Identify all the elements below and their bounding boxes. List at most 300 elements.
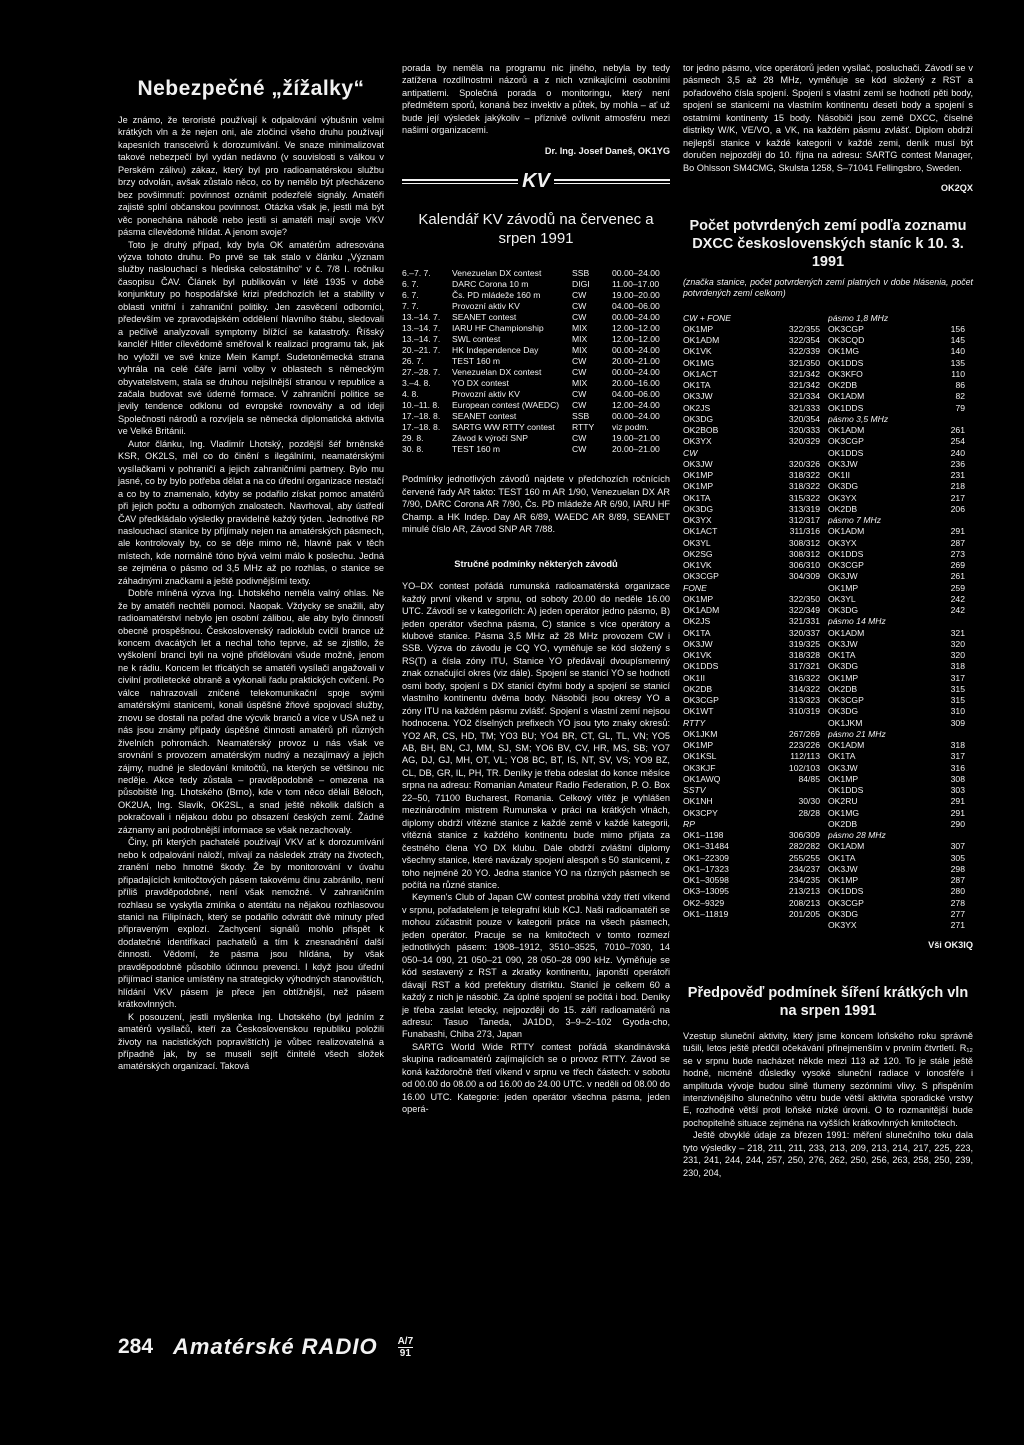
table-row: [402, 268, 670, 279]
event-name: IARU HF Championship: [452, 322, 544, 333]
country-count: 242: [950, 605, 965, 616]
table-row: [402, 323, 670, 334]
station-call: OK2RU: [828, 796, 858, 807]
country-count: 156: [950, 323, 965, 334]
station-call: OK3CGP: [828, 560, 864, 571]
table-row: [402, 367, 670, 378]
dxcc-category-header: FONE: [683, 582, 707, 593]
station-call: OK1TA: [828, 751, 856, 762]
event-time: 11.00–17.00: [612, 278, 660, 289]
country-count: 206: [950, 503, 965, 514]
station-call: OK1JKM: [683, 728, 718, 739]
paragraph: K posouzení, jestli myšlenka Ing. Lhotského (byl jedním z amatérů vysílačů, kteří za Československou republiku položili životy na nacistických popravištích) je vůbec realizovatelná a případně jak, by se museli sejít činitelé všech složek amatérských organizací. Taková: [118, 1011, 384, 1072]
country-count: 261: [950, 571, 965, 582]
station-call: OK3CGP: [828, 323, 864, 334]
station-call: OK3CGP: [828, 695, 864, 706]
country-count: 254: [950, 436, 965, 447]
country-count: 313/323: [788, 695, 820, 706]
station-call: OK1MP: [683, 481, 714, 492]
dxcc-row: [828, 639, 973, 650]
event-date: 4. 8.: [402, 389, 419, 400]
event-mode: MIX: [572, 322, 588, 333]
dxcc-row: [828, 493, 973, 504]
event-date: 30. 8.: [402, 444, 424, 455]
dxcc-category-header: RTTY: [683, 717, 706, 728]
station-call: OK1MG: [683, 357, 715, 368]
dxcc-row: [828, 875, 973, 886]
dxcc-row: [683, 481, 828, 492]
author-signature: OK2QX: [940, 183, 973, 194]
station-call: OK1ADM: [828, 627, 865, 638]
event-time: 00.00–24.00: [612, 344, 660, 355]
dxcc-row: [683, 594, 828, 605]
dxcc-row: [828, 369, 973, 380]
paragraph: Toto je druhý případ, kdy byla OK amatérům adresována výzva tohoto druhu. Po prvé se tak stalo v článku „Význam služby naslouchací s hlediska celostátního“ v č. 7/8 I. ročníku časopisu ČAV. Článek byl publikován v létě 1935 v době konjunktury po hospodářské krizi předchozích let a stability v oblasti vnitřní i zahraniční politiky. Jen zasvěcení odborníci, především ve zpravodajském oddělení hlavního štábu, sledovali a pečlivě analyzovali symptomy blížící se katastrofy. Říšský kancléř Hitler cílevědomě směřoval k realizaci programu tak, jak ho vyložil ve své knize Mein Kampf. Sudetoněmecká strana vyhrála na celé čáře jarní volby v oblastech s německým obyvatelstvem, stala se druhou nejsilnější stranou v republice a začala budovat své úderné formace. V zahraniční politice se jevily tendence odklonu od evropské rovnováhy a od ideji Společnosti národů a rozvíjela se německá diplomatická aktivita ve Velké Británii.: [118, 239, 384, 437]
station-call: OK2DB: [828, 503, 858, 514]
event-mode: CW: [572, 400, 587, 411]
country-count: 255/255: [788, 852, 820, 863]
event-time: 12.00–24.00: [612, 400, 660, 411]
issue-bottom: 91: [399, 1347, 411, 1359]
event-mode: MIX: [572, 378, 588, 389]
event-mode: SSB: [572, 267, 590, 278]
country-count: 298: [950, 863, 965, 874]
station-call: OK3CQD: [828, 335, 865, 346]
paragraph: Keymen's Club of Japan CW contest probíhá vždy třetí víkend v srpnu, pořadatelem je telegrafní klub KCJ. Naši radioamatéři se mohou zúčastnit pouze v kategorii práce na všech pásmech, jeden operátor. Pracuje se na kmitočtech v tomto rozmezí jednotlivých pásem: 1908–1912, 3510–3525, 7010–7030, 14 050–14 090, 21 050–21 090, 28 050–28 090 kHz. Vyměňuje se kód sestavený z RST a zkratky kontinentu, japonští operátoři dávají RST a kód prefektury distriktu. Stanicí je celkem 60 a každý z nich je násobič. Za úplné spojení se počítá i bod. Deníky je třeba zaslat letecky, nejpozději do 15. září radioamatérů na adresu: Tasuo Taneda, JA1DD, 3–9–2–102 Gyoda-cho, Funabashi, Chiba 273, Japan: [402, 892, 670, 1040]
dxcc-right-column: [828, 313, 973, 932]
station-call: OK1ADM: [828, 391, 865, 402]
station-call: OK1–31484: [683, 841, 729, 852]
country-count: 319/325: [788, 638, 820, 649]
event-date: 10.–11. 8.: [402, 400, 440, 411]
country-count: 223/226: [788, 740, 820, 751]
event-time: 00.00–24.00: [612, 367, 660, 378]
event-time: 04.00–06.00: [612, 300, 660, 311]
event-name: YO DX contest: [452, 378, 509, 389]
event-name: SEANET contest: [452, 411, 517, 422]
country-count: 240: [950, 447, 965, 458]
country-count: 320: [950, 638, 965, 649]
country-count: 28/28: [798, 807, 820, 818]
station-call: OK1MP: [683, 323, 714, 334]
article-body: [118, 114, 384, 1073]
station-call: OK1DDS: [828, 357, 864, 368]
event-name: Venezuelan DX contest: [452, 267, 542, 278]
dxcc-row: [828, 796, 973, 807]
dxcc-row: [828, 661, 973, 672]
station-call: OK3JW: [828, 458, 858, 469]
station-call: OK3DG: [683, 413, 714, 424]
country-count: 218: [950, 481, 965, 492]
event-date: 17.–18. 8.: [402, 422, 441, 433]
station-call: OK3YX: [828, 920, 857, 931]
event-time: 04.00–06.00: [612, 389, 660, 400]
table-row: [402, 411, 670, 422]
dxcc-row: [683, 549, 828, 560]
issue-top: A/7: [397, 1335, 414, 1347]
station-call: OK1–30598: [683, 875, 729, 886]
event-mode: CW: [572, 356, 587, 366]
dxcc-category-header: pásmo 21 MHz: [828, 728, 886, 739]
dxcc-row: [683, 909, 828, 920]
country-count: 86: [955, 380, 965, 391]
station-call: OK3CGP: [683, 571, 719, 582]
paragraph: porada by neměla na programu nic jiného, nebyla by tedy zatížena rozdílnostmi názorů a z nich vznikajícími osobními antipatiemi. Společná porada o monitoringu, který není předmětem sporů, konaná bez invektiv a půtek, by mohla – ať už bude její výsledek jakýkoliv – příznivě ovlivnit atmosféru mezi našimi organizacemi.: [402, 63, 670, 136]
dxcc-row: [828, 920, 973, 931]
dxcc-row: [828, 346, 973, 357]
dxcc-row: [683, 661, 828, 672]
event-name: TEST 160 m: [452, 444, 501, 455]
country-count: 271: [950, 920, 965, 931]
dxcc-row: [683, 358, 828, 369]
country-count: 322/349: [788, 605, 820, 616]
dxcc-row: [828, 684, 973, 695]
author-signature: Dr. Ing. Josef Daneš, OK1YG: [544, 145, 670, 156]
table-row: [402, 334, 670, 345]
issue-number: [398, 1336, 414, 1359]
station-call: OK1MP: [683, 593, 714, 604]
station-call: OK1TA: [683, 380, 711, 391]
station-call: OK2BOB: [683, 425, 719, 436]
event-date: 6.–7. 7.: [402, 267, 431, 278]
country-count: 322/350: [788, 593, 820, 604]
country-count: 322/355: [788, 323, 820, 334]
event-mode: MIX: [572, 344, 588, 355]
event-mode: CW: [572, 300, 587, 311]
country-count: 315/322: [788, 492, 820, 503]
event-mode: RTTY: [572, 422, 595, 433]
event-name: SWL contest: [452, 333, 501, 344]
dxcc-row: [683, 470, 828, 481]
dxcc-row: [828, 436, 973, 447]
station-call: OK3CGP: [828, 436, 864, 447]
event-date: 13.–14. 7.: [402, 333, 441, 344]
table-row: [402, 356, 670, 367]
dxcc-row: [683, 425, 828, 436]
station-call: OK1NH: [683, 796, 713, 807]
dxcc-category-header: RP: [683, 818, 695, 829]
dxcc-row: [828, 335, 973, 346]
dxcc-row: [683, 695, 828, 706]
station-call: OK2DB: [828, 380, 858, 391]
country-count: 316: [950, 762, 965, 773]
station-call: OK1MP: [683, 470, 714, 481]
station-call: OK1VK: [683, 560, 712, 571]
event-time: 20.00–21.00: [612, 444, 660, 455]
country-count: 320/326: [788, 458, 820, 469]
event-name: Provozní aktiv KV: [452, 389, 520, 400]
event-name: Provozní aktiv KV: [452, 300, 520, 311]
prediction-body: [683, 1030, 973, 1179]
dxcc-row: [683, 560, 828, 571]
event-date: 26. 7.: [402, 356, 424, 366]
dxcc-row: [828, 853, 973, 864]
station-call: OK1MP: [828, 672, 859, 683]
country-count: 267/269: [788, 728, 820, 739]
dxcc-row: [828, 391, 973, 402]
station-call: OK1DDS: [683, 661, 719, 672]
station-call: OK3YL: [828, 593, 856, 604]
country-count: 242: [950, 593, 965, 604]
event-mode: CW: [572, 433, 587, 444]
dxcc-row: [683, 639, 828, 650]
country-count: 269: [950, 560, 965, 571]
station-call: OK1ADM: [828, 425, 865, 436]
dxcc-row: [828, 819, 973, 830]
country-count: 259: [950, 582, 965, 593]
country-count: 30/30: [798, 796, 820, 807]
dxcc-row: [683, 853, 828, 864]
event-name: HK Independence Day: [452, 344, 539, 355]
dxcc-row: [683, 538, 828, 549]
event-name: SEANET contest: [452, 311, 517, 322]
station-call: OK1WT: [683, 706, 714, 717]
table-row: [402, 279, 670, 290]
dxcc-row: [683, 898, 828, 909]
dxcc-row: [683, 628, 828, 639]
dxcc-row: [683, 706, 828, 717]
dxcc-row: [683, 380, 828, 391]
dxcc-row: [828, 718, 973, 729]
dxcc-row: [828, 774, 973, 785]
station-call: OK3JW: [683, 638, 713, 649]
station-call: OK1–1198: [683, 830, 724, 841]
country-count: 315: [950, 683, 965, 694]
country-count: 291: [950, 526, 965, 537]
country-count: 231: [950, 470, 965, 481]
event-mode: CW: [572, 389, 587, 400]
station-call: OK3JW: [828, 863, 858, 874]
dxcc-row: [828, 886, 973, 897]
dxcc-row: [683, 774, 828, 785]
country-count: 234/235: [788, 875, 820, 886]
event-date: 6. 7.: [402, 289, 419, 300]
event-name: TEST 160 m: [452, 356, 501, 366]
station-call: OK1DDS: [828, 785, 864, 796]
dxcc-row: [828, 673, 973, 684]
event-mode: CW: [572, 289, 587, 300]
event-name: Venezuelan DX contest: [452, 367, 542, 378]
station-call: OK1TA: [828, 650, 856, 661]
country-count: 291: [950, 796, 965, 807]
dxcc-signature: Vši OK3IQ: [928, 940, 973, 951]
dxcc-row: [683, 403, 828, 414]
dxcc-row: [683, 436, 828, 447]
station-call: OK1ADM: [683, 605, 720, 616]
country-count: 318: [950, 661, 965, 672]
dxcc-category-header: SSTV: [683, 785, 706, 796]
station-call: OK1MP: [828, 773, 859, 784]
table-row: [402, 389, 670, 400]
station-call: OK1MG: [828, 346, 860, 357]
dxcc-row: [828, 628, 973, 639]
station-call: OK1–22309: [683, 852, 729, 863]
paragraph: Autor článku, Ing. Vladimír Lhotský, pozdější šéf brněnské KSR, OK2LS, měl co do činění s ilegálními, neamatérskými vysílačkami v pohraničí a jejich zahraničními partnery. Bylo mu jasné, co by bylo potřeba dělat a na co úřední organizace nestačí a co by to znamenalo, kdyby se podařilo získat pomoc amatérů při jejich počtu a odborných znalostech. Navrhoval, aby ústředí ČAV předkládalo výsledky pravidelně každý týden. Jednotlivé RP naslouchací stanice by přijímaly nejen na amatérských pásmech, ale kontrolovaly by, co se děje mimo ně, hlavně pak v těch místech, kde normálně tóno bývá velmi málo k poslechu. Jedná se zejména o pásmo od 3,5 MHz až po rozhlas, o stanice se záhadnými značkami a ještě podivnějšími texty.: [118, 438, 384, 586]
event-mode: CW: [572, 444, 587, 455]
paragraph: Je známo, že teroristé používají k odpalování výbušnin velmi krátkých vln a že nejen oni, ale zločinci všeho druhu používají kapesních transceivrů k dorozumívání. Ve snaze minimalizovat takové nebezpečí byl vydán nedávno (v souvislosti s válkou v Perském zálivu) zákaz, který byl pro radioamatérskou službu brzy odvolán, avšak zůstalo něco, co by nemělo být přecházeno bez povšimnutí: povinnost oznámit podezřelé signály. Amatéři zajisté splní občanskou povinnost. Otázka však je, jestli má být věc ponechána náhodě nebo jestli si amatéři mají svoje VKV pásma cílevědomě hlídat. A jenom svoje?: [118, 115, 384, 238]
event-date: 27.–28. 7.: [402, 367, 441, 378]
station-call: OK1TA: [683, 627, 711, 638]
country-count: 306/310: [788, 560, 820, 571]
station-call: OK1ADM: [828, 526, 865, 537]
country-count: 317: [950, 751, 965, 762]
country-count: 307: [950, 841, 965, 852]
country-count: 321/350: [788, 357, 820, 368]
dxcc-category-header: CW: [683, 447, 698, 458]
event-time: 20.00–16.00: [612, 378, 660, 389]
dxcc-row: [828, 538, 973, 549]
event-mode: CW: [572, 311, 587, 322]
country-count: 280: [950, 886, 965, 897]
station-call: OK1–17323: [683, 863, 729, 874]
country-count: 318/328: [788, 650, 820, 661]
dxcc-row: [683, 751, 828, 762]
dxcc-row: [828, 526, 973, 537]
column-right: [683, 62, 973, 1179]
country-count: 217: [950, 492, 965, 503]
paragraph: tor jedno pásmo, více operátorů jeden vysílač, posluchači. Závodí se v pásmech 3,5 až 28 MHz, vyměňuje se kód složený z RST a pořadového čísla spojení. Spojení s vlastní zemí se hodnotí pěti body, spojení se stanicemi na vlastním kontinentu deseti body a spojení s ostatními kontinenty 15 body. Násobiči jsou země DXCC, číselné distrikty W/K, VE/VO, a VK, na každém pásmu zvlášť. Diplom obdrží nejlepší stanice v každé kategorii v každé zemi, deník musí být doručen nejpozději do 10. října na adresu: SARTG contest Manager, Bo Ohlsson SM4CMG, Skulsta 1258, S–71041 Fellingsbro, Sweden.: [683, 63, 973, 173]
event-name: European contest (WAEDC): [452, 400, 560, 411]
country-count: 316/322: [788, 672, 820, 683]
dxcc-row: [828, 425, 973, 436]
country-count: 135: [950, 357, 965, 368]
dxcc-row: [828, 864, 973, 875]
station-call: OK2JS: [683, 402, 711, 413]
country-count: 305: [950, 852, 965, 863]
dxcc-row: [683, 729, 828, 740]
dxcc-title: Počet potvrdených zemí podľa zoznamu DXCC československých staníc k 10. 3. 1991: [689, 217, 967, 270]
country-count: 320/354: [788, 413, 820, 424]
dxcc-row: [683, 616, 828, 627]
station-call: OK1VK: [683, 650, 712, 661]
country-count: 318: [950, 740, 965, 751]
country-count: 236: [950, 458, 965, 469]
event-time: 12.00–12.00: [612, 322, 660, 333]
dxcc-row: [683, 324, 828, 335]
event-time: viz podm.: [612, 422, 649, 433]
dxcc-row: [683, 875, 828, 886]
event-date: 6. 7.: [402, 278, 419, 289]
dxcc-row: [683, 346, 828, 357]
dxcc-row: [683, 605, 828, 616]
country-count: 287: [950, 875, 965, 886]
station-call: OK3CGP: [828, 897, 864, 908]
dxcc-row: [683, 740, 828, 751]
country-count: 282/282: [788, 841, 820, 852]
country-count: 145: [950, 335, 965, 346]
dxcc-row: [683, 841, 828, 852]
conditions-title: Stručné podmínky některých závodů: [454, 557, 618, 569]
dxcc-row: [683, 391, 828, 402]
dxcc-row: [828, 695, 973, 706]
station-call: OK1ADM: [828, 841, 865, 852]
station-call: OK3DG: [828, 908, 859, 919]
station-call: OK1DDS: [828, 548, 864, 559]
banner-rule: [554, 179, 670, 184]
dxcc-row: [828, 358, 973, 369]
event-date: 29. 8.: [402, 433, 424, 444]
dxcc-row: [683, 763, 828, 774]
station-call: OK3KJF: [683, 762, 716, 773]
dxcc-row: [683, 369, 828, 380]
country-count: 278: [950, 897, 965, 908]
dxcc-row: [828, 740, 973, 751]
dxcc-row: [683, 830, 828, 841]
dxcc-row: [683, 886, 828, 897]
station-call: OK3JW: [828, 571, 858, 582]
country-count: 277: [950, 908, 965, 919]
country-count: 79: [955, 402, 965, 413]
paragraph: Dobře míněná výzva Ing. Lhotského neměla valný ohlas. Ne že by amatéři nechtěli pomoci. Naopak. Vždycky se snažili, aby radioamatérství nebylo jen osobní zálibou, ale aby bylo činností obecně prospěšnou. Československý radioklub cvičil brance už koncem dvacátých let a nechal toho teprve, až se zjistilo, že vyškolení branci byli na vojně přidělováni všude možně, jenom ne k rádiu. Koncem let třicátých se amatéři vysílači angažovali v civilní protiletecké obraně a vykonali řadu praktických cvičení. Po válce nahrazovali zničené telekomunikační spoje svými amatérskými stanicemi, konali úspěšné žňové spojovací služby, znovu se dostali na pořad dne výcvik branců a více v USA než u nás jsou známy případy úspěšné činnosti amatérů při různých živelních pohromách. Neamatérský provoz u nás však ve srovnání s provozem amatérským nudný a nezajímavý a jejich zájmy, nudné je sledování kmitočtů, na kterých se většinou nic neděje. Akce tedy zůstala – pravděpodobně – omezena na působiště Ing. Lhotského (Brno), kde v tom něco dělali Běloch, OK2UA, Ing. Slavík, OK2SL, a snad ještě několik dalších a pokračovali i nějakou dobu po obsazení českých zemí. Žádné záznamy ani podrobnější informace se však nezachovaly.: [118, 588, 384, 835]
country-count: 140: [950, 346, 965, 357]
dxcc-row: [828, 459, 973, 470]
country-count: 318/322: [788, 470, 820, 481]
station-call: OK3JW: [828, 638, 858, 649]
event-time: 20.00–21.00: [612, 356, 660, 366]
sartg-continuation: [683, 62, 973, 174]
table-row: [402, 378, 670, 389]
country-count: 308: [950, 773, 965, 784]
dxcc-row: [828, 785, 973, 796]
station-call: OK1II: [828, 470, 850, 481]
event-date: 17.–18. 8.: [402, 411, 441, 422]
country-count: 290: [950, 818, 965, 829]
table-row: [402, 290, 670, 301]
country-count: 102/103: [788, 762, 820, 773]
article-continuation: [402, 62, 670, 137]
station-call: OK1TA: [683, 492, 711, 503]
station-call: OK1–11819: [683, 908, 729, 919]
dxcc-row: [683, 335, 828, 346]
station-call: OK1ACT: [683, 526, 718, 537]
country-count: 261: [950, 425, 965, 436]
country-count: 311/316: [789, 526, 820, 537]
dxcc-row: [828, 403, 973, 414]
table-row: [402, 301, 670, 312]
station-call: OK3YX: [828, 492, 857, 503]
country-count: 315: [950, 695, 965, 706]
prediction-title: Předpověď podmínek šíření krátkých vln na srpen 1991: [687, 984, 969, 1019]
station-call: OK1KSL: [683, 751, 717, 762]
dxcc-category-header: pásmo 3,5 MHz: [828, 413, 889, 424]
calendar-title: Kalendář KV závodů na červenec a srpen 1991: [418, 210, 654, 247]
banner-rule: [402, 179, 518, 184]
event-mode: CW: [572, 367, 587, 378]
column-middle: [402, 62, 670, 1116]
country-count: 234/237: [788, 863, 820, 874]
station-call: OK2DB: [828, 683, 858, 694]
section-label: KV: [522, 170, 550, 193]
country-count: 310/319: [788, 706, 820, 717]
country-count: 82: [955, 391, 965, 402]
station-call: OK1MG: [828, 807, 860, 818]
event-time: 19.00–21.00: [612, 433, 660, 444]
station-call: OK3DG: [828, 706, 859, 717]
station-call: OK1JKM: [828, 717, 863, 728]
dxcc-row: [683, 459, 828, 470]
conditions-note: Podmínky jednotlivých závodů najdete v předchozích ročnících červené řady AR takto: TEST 160 m AR 1/90, Venezuelan DX AR 7/90, DARC Corona AR 7/90, Čs. PD mládeže AR 6/90, IARU HF Champ. a HK Indep. Day AR 6/89, WAEDC AR 8/89, SEANET minulé číslo AR, Závod SNP AR 7/88.: [402, 474, 670, 535]
station-call: OK3YX: [683, 436, 712, 447]
table-row: [402, 433, 670, 444]
country-count: 310: [950, 706, 965, 717]
event-date: 13.–14. 7.: [402, 311, 441, 322]
country-count: 213/213: [788, 886, 820, 897]
dxcc-row: [828, 448, 973, 459]
table-row: [402, 422, 670, 433]
event-mode: MIX: [572, 333, 588, 344]
station-call: OK3YX: [828, 537, 857, 548]
dxcc-category-header: pásmo 14 MHz: [828, 616, 886, 627]
